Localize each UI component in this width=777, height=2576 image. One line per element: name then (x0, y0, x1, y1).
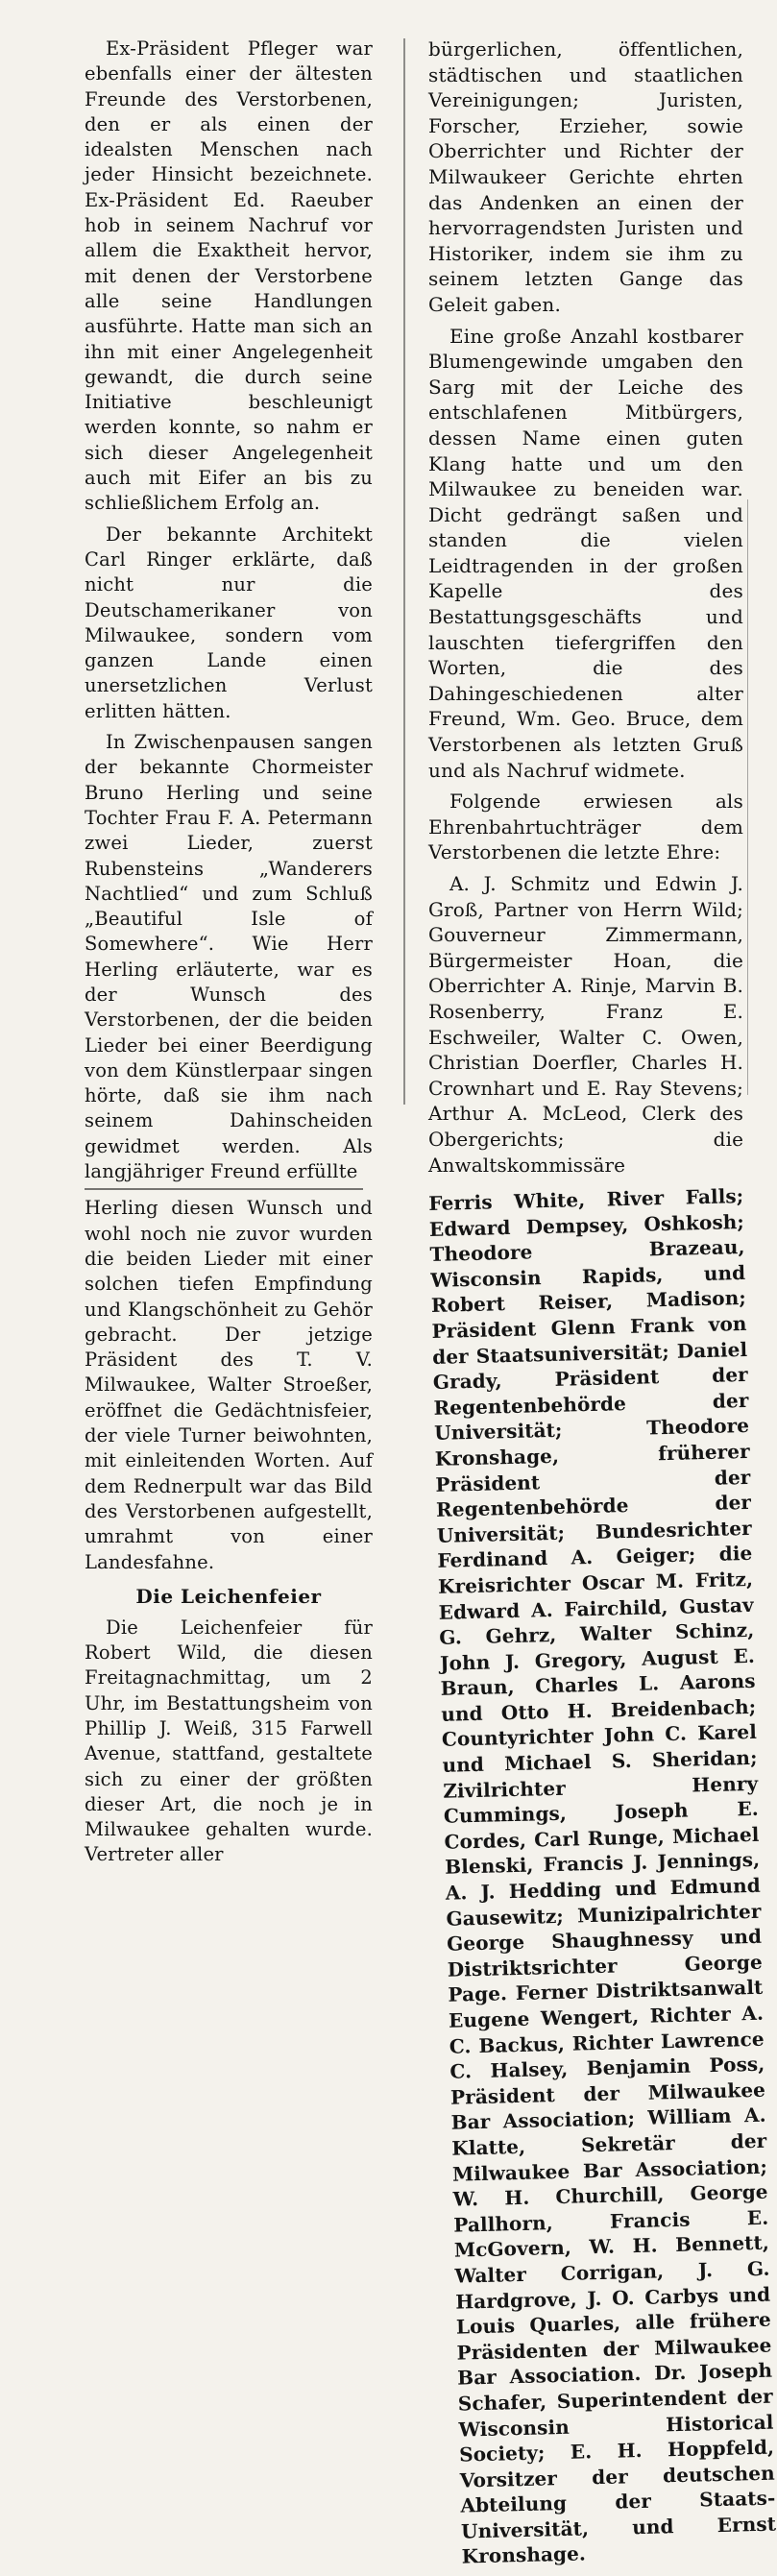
paragraph-vertreter: bürgerlichen, öffentlichen, städtischen und staatlichen Vereinigungen; Juristen, Forscher, Erzieher, sowie Oberrichter und Richter der Milwaukeer Gerichte ehrten das Andenken an einen der hervorragendsten Juristen und Historiker, indem sie ihm zu seinem letzten Gange das Geleit gaben. (428, 37, 743, 316)
paragraph-blumen: Eine große Anzahl kostbarer Blumengewinde umgaben den Sarg mit der Leiche des entschlafenen Mitbürgers, dessen Name einen guten Klang hatte und um den Milwaukee zu beneiden war. Dicht gedrängt saßen und standen die vielen Leidtragenden in der großen Kapelle des Bestattungsgeschäfts und lauschten tiefergriffen den Worten, die des Dahingeschiedenen alter Freund, Wm. Geo. Bruce, dem Verstorbenen als letzten Gruß und als Nachruf widmete. (428, 324, 743, 782)
column-rule (403, 38, 405, 1105)
paragraph-leichenfeier: Die Leichenfeier für Robert Wild, die diesen Freitagnachmittag, um 2 Uhr, im Bestattungsheim von Phillip J. Weiß, 315 Farwell Avenue, stattfand, gestaltete sich zu einer der größten dieser Art, die noch je in Milwaukee gehalten wurde. Vertreter aller (85, 1616, 373, 1866)
right-column (428, 36, 777, 2576)
left-column (85, 36, 373, 1874)
paragraph-ehrenbahrtuch: Folgende erwiesen als Ehrenbahrtuchträger dem Verstorbenen die letzte Ehre: (428, 790, 743, 864)
paragraph-herling: In Zwischenpausen sangen der bekannte Chormeister Bruno Herling und seine Tochter Frau F. A. Petermann zwei Lieder, zuerst Rubensteins „Wanderers Nachtlied“ und zum Schluß „Beautiful Isle of Somewhere“. Wie Herr Herling erläuterte, war es der Wunsch des Verstorbenen, der die beiden Lieder bei einer Beerdigung von dem Künstlerpaar singen hörte, daß sie ihm nach seinem Dahinscheiden gewidmet werden. Als langjähriger Freund erfüllte (85, 731, 373, 1183)
paragraph-gedaechtnisfeier: Herling diesen Wunsch und wohl noch nie zuvor wurden die beiden Lieder mit einer solchen tiefen Empfindung und Klangschönheit zu Gehör gebracht. Der jetzige Präsident des T. V. Milwaukee, Walter Stroeßer, eröffnet die Gedächtnisfeier, der viele Turner beiwohnten, mit einleitenden Worten. Auf dem Rednerpult war das Bild des Verstorbenen aufgestellt, umrahmt von einer Landesfahne. (85, 1197, 373, 1573)
paragraph-ringer: Der bekannte Architekt Carl Ringer erklärte, daß nicht nur die Deutschamerikaner von Milwaukee, sondern vom ganzen Lande einen unersetzlichen Verlust erlitten hätten. (85, 522, 373, 722)
pallbearer-list-1: A. J. Schmitz und Edwin J. Groß, Partner von Herrn Wild; Gouverneur Zimmermann, Bürgermeister Hoan, die Oberrichter A. Rinje, Marvin B. Rosenberry, Franz E. Eschweiler, Walter C. Owen, Christian Doerfler, Charles H. Crownhart und E. Ray Stevens; Arthur A. McLeod, Clerk des Obergerichts; die Anwaltskommissäre (428, 872, 743, 1177)
section-heading: Die Leichenfeier (135, 1584, 322, 1608)
underline-mark (85, 1188, 363, 1190)
paragraph-pfleger: Ex-Präsident Pfleger war ebenfalls einer der ältesten Freunde des Verstorbenen, den er als einen der idealsten Menschen nach jeder Hinsicht bezeichnete. Ex-Präsident Ed. Raeuber hob in seinem Nachruf vor allem die Exaktheit hervor, mit denen der Verstorbene alle seine Handlungen ausführte. Hatte man sich an ihn mit einer Angelegenheit gewandt, die durch seine Initiative beschleunigt werden konnte, so nahm er sich dieser Angelegenheit auch mit Eifer an bis zu schließlichem Erfolg an. (85, 37, 373, 515)
pallbearer-list-2: Ferris White, River Falls; Edward Dempsey, Oshkosh; Theodore Brazeau, Wisconsin Rapids, und Robert Reiser, Madison; Präsident Glenn Frank von der Staatsuniversität; Daniel Grady, Präsident der Regentenbehörde der Universität; Theodore Kronshage, früherer Präsident der Regentenbehörde der Universität; Bundesrichter Ferdinand A. Geiger; die Kreisrichter Oscar M. Fritz, Edward A. Fairchild, Gustav G. Gehrz, Walter Schinz, John J. Gregory, August E. Braun, Charles L. Aarons und Otto H. Breidenbach; Countyrichter John C. Karel und Michael S. Sheridan; Zivilrichter Henry Cummings, Joseph E. Cordes, Carl Runge, Michael Blenski, Francis J. Jennings, A. J. Hedding und Edmund Gausewitz; Munizipalrichter George Shaughnessy und Distriktsrichter George Page. Ferner Distriktsanwalt Eugene Wengert, Richter A. C. Backus, Richter Lawrence C. Halsey, Benjamin Poss, Präsident der Milwaukee Bar Association; William A. Klatte, Sekretär der Milwaukee Bar Association; W. H. Churchill, George Pallhorn, Francis E. McGovern, W. H. Bennett, Walter Corrigan, J. G. Hardgrove, J. O. Carbys und Louis Quarles, alle frühere Präsidenten der Milwaukee Bar Association. Dr. Joseph Schafer, Superintendent der Wisconsin Historical Society; E. H. Hoppfeld, Vorsitzer der deutschen Abteilung der Staats-Universität, und Ernst Kronshage. (428, 1184, 777, 2569)
margin-rule (747, 499, 748, 1095)
